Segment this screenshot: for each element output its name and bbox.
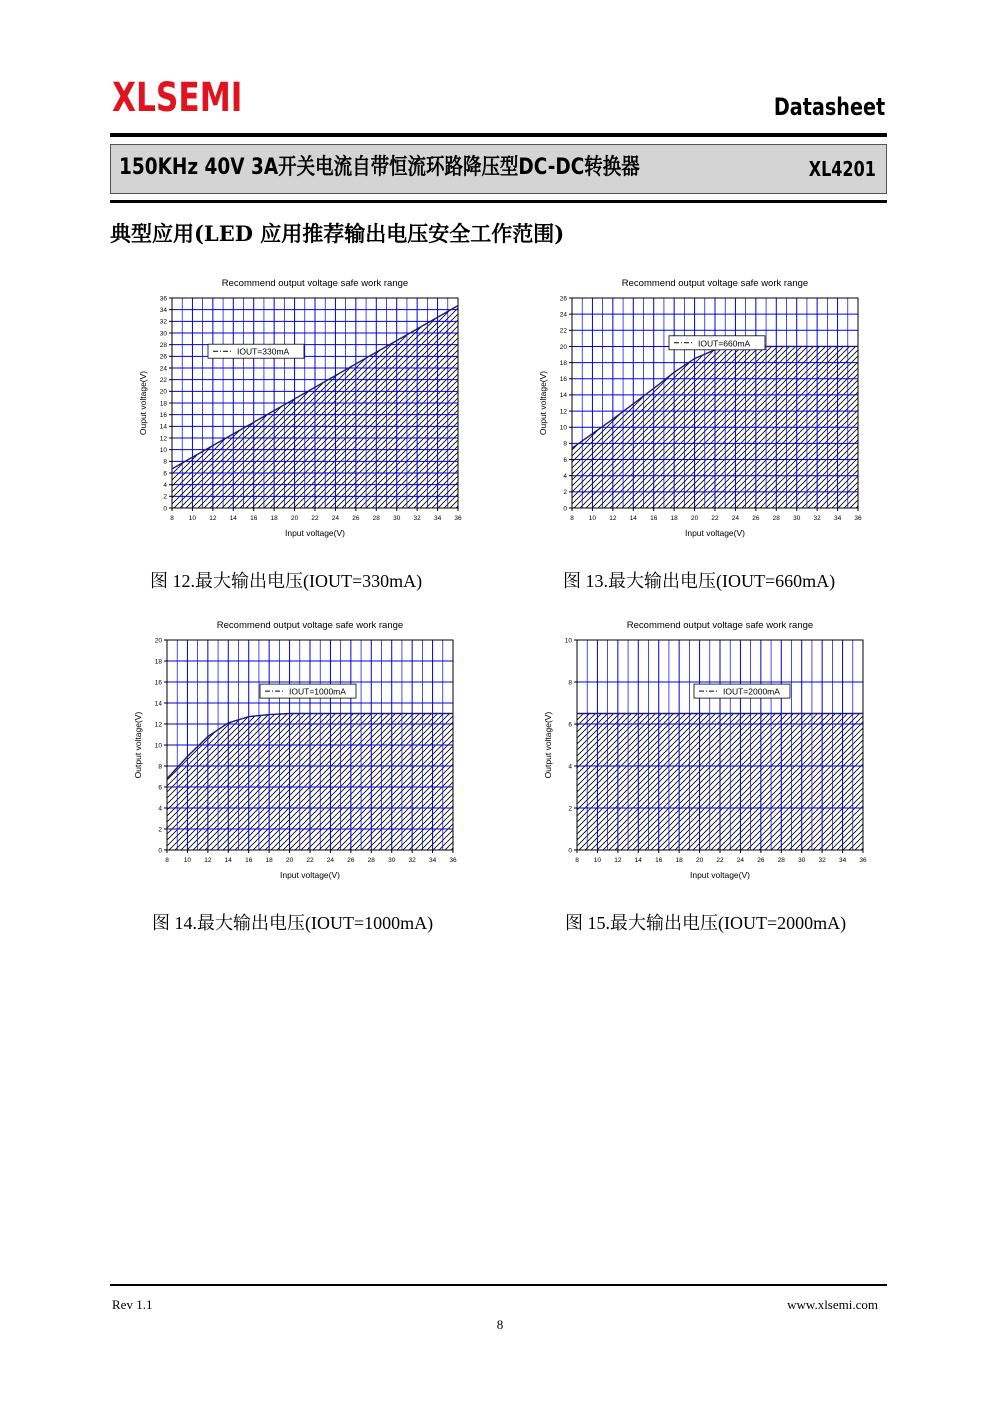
x-tick-label: 12 xyxy=(614,857,622,864)
x-tick-label: 8 xyxy=(165,857,169,864)
x-tick-label: 12 xyxy=(609,515,617,522)
x-tick-label: 20 xyxy=(695,857,704,864)
footer-rule xyxy=(110,1284,887,1286)
x-tick-label: 12 xyxy=(209,515,217,522)
x-tick-label: 22 xyxy=(306,857,314,864)
x-tick-label: 24 xyxy=(331,515,340,522)
y-tick-label: 8 xyxy=(163,458,167,466)
y-tick-label: 36 xyxy=(159,295,167,303)
y-tick-label: 16 xyxy=(559,376,567,384)
x-tick-label: 34 xyxy=(428,857,437,864)
y-tick-label: 20 xyxy=(154,637,162,645)
x-tick-label: 30 xyxy=(793,515,801,522)
chart-title: Recommend output voltage safe work range xyxy=(621,278,809,289)
y-tick-label: 24 xyxy=(159,365,167,373)
y-tick-label: 14 xyxy=(154,700,162,708)
y-tick-label: 4 xyxy=(158,805,162,813)
x-tick-label: 26 xyxy=(347,857,355,864)
x-axis-label: Input voltage(V) xyxy=(279,870,341,880)
x-tick-label: 18 xyxy=(270,515,278,522)
chart-title: Recommend output voltage safe work range xyxy=(216,620,404,631)
y-tick-label: 4 xyxy=(163,481,167,489)
y-tick-label: 14 xyxy=(159,423,167,431)
legend-label: IOUT=660mA xyxy=(698,338,751,349)
y-tick-label: 8 xyxy=(568,679,572,687)
x-tick-label: 16 xyxy=(655,857,663,864)
x-tick-label: 34 xyxy=(838,857,847,864)
y-tick-label: 6 xyxy=(568,721,572,729)
figure-caption-14: 图 14.最大输出电压(IOUT=1000mA) xyxy=(152,913,434,933)
x-tick-label: 8 xyxy=(575,857,579,864)
chart-1000ma xyxy=(125,612,465,887)
x-tick-label: 20 xyxy=(690,515,699,522)
y-axis-label: Ouput voltage(V) xyxy=(138,370,148,436)
x-tick-label: 10 xyxy=(183,857,192,864)
header-rule xyxy=(110,133,887,137)
y-tick-label: 2 xyxy=(563,489,567,497)
y-tick-label: 0 xyxy=(158,847,162,855)
product-title: 150KHz 40V 3A开关电流自带恒流环路降压型DC-DC转换器 xyxy=(119,155,640,180)
chart-title: Recommend output voltage safe work range xyxy=(221,278,409,289)
x-tick-label: 20 xyxy=(290,515,299,522)
website-label: www.xlsemi.com xyxy=(787,1297,878,1312)
x-tick-label: 34 xyxy=(433,515,442,522)
y-tick-label: 26 xyxy=(159,353,167,361)
y-tick-label: 20 xyxy=(559,343,567,351)
x-tick-label: 18 xyxy=(675,857,683,864)
y-tick-label: 18 xyxy=(159,400,167,408)
y-tick-label: 10 xyxy=(159,446,167,454)
x-tick-label: 14 xyxy=(229,515,237,522)
y-tick-label: 18 xyxy=(154,658,162,666)
y-tick-label: 14 xyxy=(559,392,567,400)
figure-caption-13: 图 13.最大输出电压(IOUT=660mA) xyxy=(563,571,836,591)
y-tick-label: 10 xyxy=(559,424,567,432)
x-tick-label: 18 xyxy=(670,515,678,522)
y-tick-label: 4 xyxy=(568,763,572,771)
y-tick-label: 16 xyxy=(154,679,162,687)
revision-label: Rev 1.1 xyxy=(112,1297,153,1312)
x-tick-label: 30 xyxy=(388,857,396,864)
x-tick-label: 10 xyxy=(593,857,602,864)
x-tick-label: 26 xyxy=(352,515,360,522)
x-tick-label: 30 xyxy=(393,515,401,522)
title-bar xyxy=(110,144,887,194)
x-tick-label: 28 xyxy=(777,857,785,864)
y-tick-label: 12 xyxy=(159,435,167,443)
y-tick-label: 30 xyxy=(159,330,167,338)
y-tick-label: 6 xyxy=(158,784,162,792)
x-tick-label: 12 xyxy=(204,857,212,864)
x-tick-label: 20 xyxy=(285,857,294,864)
y-tick-label: 10 xyxy=(154,742,162,750)
x-tick-label: 14 xyxy=(629,515,637,522)
y-tick-label: 16 xyxy=(159,411,167,419)
y-tick-label: 8 xyxy=(563,440,567,448)
x-tick-label: 36 xyxy=(454,515,462,522)
y-tick-label: 2 xyxy=(163,493,167,501)
x-tick-label: 32 xyxy=(818,857,826,864)
x-tick-label: 8 xyxy=(170,515,174,522)
chart-title: Recommend output voltage safe work range xyxy=(626,620,814,631)
y-tick-label: 22 xyxy=(159,376,167,384)
doc-type-label: Datasheet xyxy=(773,93,885,121)
company-logo: XLSEMI xyxy=(112,75,243,121)
x-tick-label: 14 xyxy=(634,857,642,864)
x-tick-label: 36 xyxy=(449,857,457,864)
x-tick-label: 36 xyxy=(854,515,862,522)
figure-caption-12: 图 12.最大输出电压(IOUT=330mA) xyxy=(150,571,423,591)
x-tick-label: 8 xyxy=(570,515,574,522)
x-tick-label: 28 xyxy=(772,515,780,522)
part-number: XL4201 xyxy=(808,157,876,181)
y-tick-label: 6 xyxy=(563,456,567,464)
section-heading: 典型应用(LED 应用推荐输出电压安全工作范围) xyxy=(110,221,565,246)
x-tick-label: 16 xyxy=(650,515,658,522)
y-tick-label: 0 xyxy=(568,847,572,855)
y-tick-label: 12 xyxy=(559,408,567,416)
y-tick-label: 26 xyxy=(559,295,567,303)
x-tick-label: 30 xyxy=(798,857,806,864)
y-tick-label: 34 xyxy=(159,306,167,314)
legend-label: IOUT=330mA xyxy=(237,346,290,357)
y-tick-label: 32 xyxy=(159,318,167,326)
chart-2000ma xyxy=(535,612,875,887)
x-axis-label: Input voltage(V) xyxy=(284,528,346,538)
page-number: 8 xyxy=(496,1317,504,1332)
x-tick-label: 26 xyxy=(752,515,760,522)
x-tick-label: 28 xyxy=(367,857,375,864)
y-tick-label: 24 xyxy=(559,311,567,319)
y-tick-label: 12 xyxy=(154,721,162,729)
y-tick-label: 0 xyxy=(163,505,167,513)
figure-caption-15: 图 15.最大输出电压(IOUT=2000mA) xyxy=(565,913,847,933)
x-tick-label: 32 xyxy=(813,515,821,522)
y-axis-label: Ouput voltage(V) xyxy=(538,370,548,436)
y-tick-label: 22 xyxy=(559,327,567,335)
y-tick-label: 2 xyxy=(158,826,162,834)
x-tick-label: 16 xyxy=(245,857,253,864)
y-tick-label: 2 xyxy=(568,805,572,813)
legend-label: IOUT=1000mA xyxy=(289,686,346,697)
x-tick-label: 22 xyxy=(716,857,724,864)
x-tick-label: 28 xyxy=(372,515,380,522)
y-tick-label: 8 xyxy=(158,763,162,771)
x-tick-label: 16 xyxy=(250,515,258,522)
x-axis-label: Input voltage(V) xyxy=(689,870,751,880)
x-tick-label: 36 xyxy=(859,857,867,864)
chart-660ma xyxy=(530,270,870,545)
legend-label: IOUT=2000mA xyxy=(723,686,780,697)
y-tick-label: 18 xyxy=(559,359,567,367)
x-tick-label: 22 xyxy=(311,515,319,522)
x-axis-label: Input voltage(V) xyxy=(684,528,746,538)
x-tick-label: 14 xyxy=(224,857,232,864)
x-tick-label: 22 xyxy=(711,515,719,522)
x-tick-label: 24 xyxy=(326,857,335,864)
x-tick-label: 10 xyxy=(188,515,197,522)
title-rule xyxy=(110,200,887,203)
x-tick-label: 24 xyxy=(731,515,740,522)
chart-330ma xyxy=(130,270,470,545)
x-tick-label: 32 xyxy=(408,857,416,864)
y-tick-label: 6 xyxy=(163,470,167,478)
y-tick-label: 4 xyxy=(563,472,567,480)
y-axis-label: Output voltage(V) xyxy=(133,711,143,779)
y-tick-label: 28 xyxy=(159,341,167,349)
x-tick-label: 10 xyxy=(588,515,597,522)
x-tick-label: 34 xyxy=(833,515,842,522)
x-tick-label: 18 xyxy=(265,857,273,864)
y-tick-label: 0 xyxy=(563,505,567,513)
x-tick-label: 24 xyxy=(736,857,745,864)
y-tick-label: 10 xyxy=(564,637,572,645)
y-tick-label: 20 xyxy=(159,388,167,396)
y-axis-label: Output voltage(V) xyxy=(543,711,553,779)
x-tick-label: 32 xyxy=(413,515,421,522)
x-tick-label: 26 xyxy=(757,857,765,864)
